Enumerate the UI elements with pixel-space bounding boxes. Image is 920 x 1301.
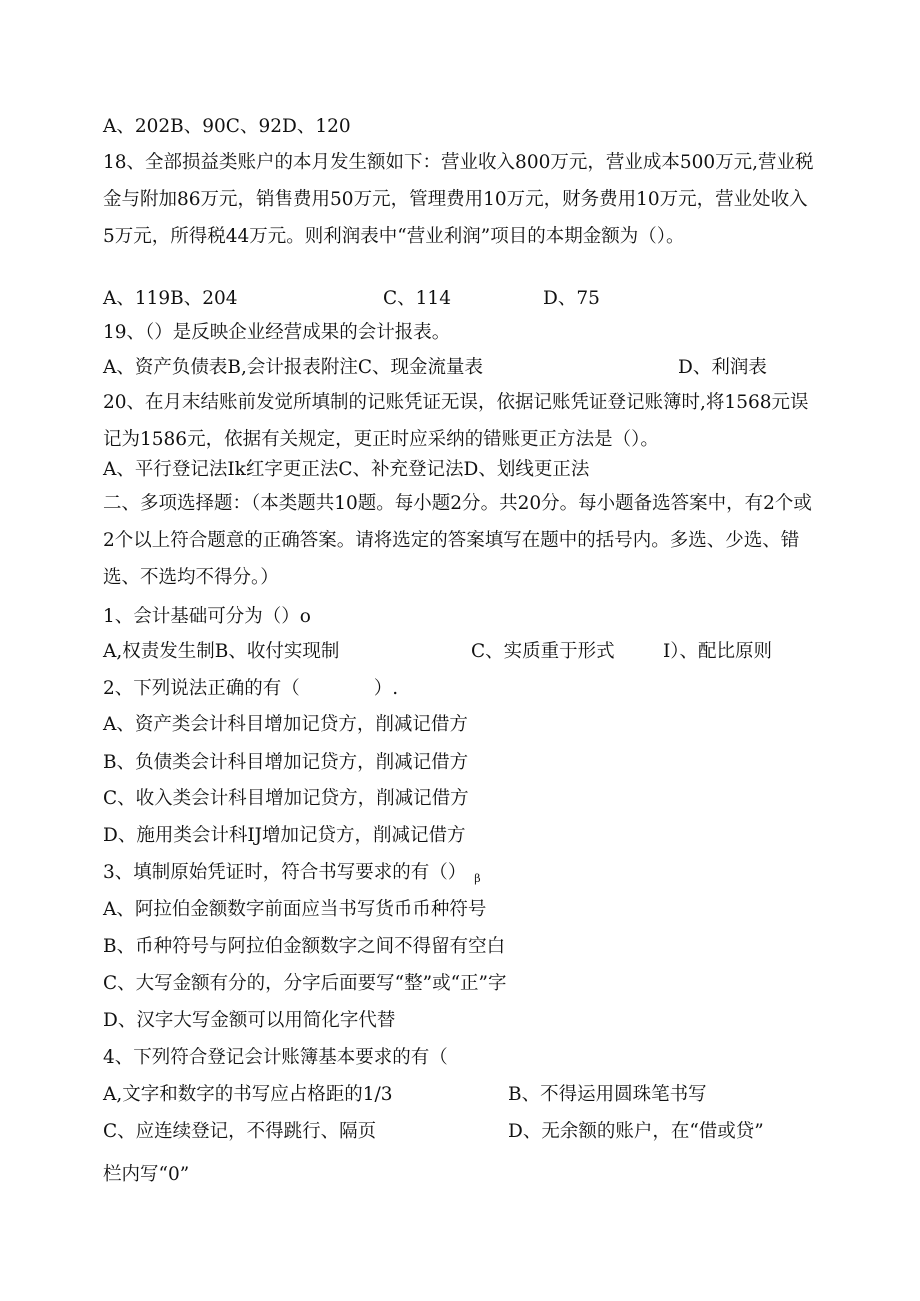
q19-option-d: D、利润表: [678, 357, 767, 378]
m2-option-d: D、施用类会计科IJ增加记贷方，削减记借方: [103, 825, 466, 846]
m3-text-line: [103, 861, 815, 891]
m4-option-d: D、无余额的账户，在“借或贷”: [508, 1121, 764, 1142]
m1-option-ab: A,权责发生制B、收付实现制: [103, 641, 340, 662]
section-2-intro: 二、多项选择题：（本类题共10题。每小题2分。共20分。每小题备选答案中，有2个或2个以上符合题意的正确答案。请将选定的答案填写在题中的括号内。多选、少选、错选、不选均不得分。）: [103, 493, 812, 588]
q18-options: [103, 287, 815, 311]
m3-option-c: C、大写金额有分的，分字后面要写“整”或“正”字: [103, 973, 507, 994]
q18-option-d: D、75: [543, 288, 600, 309]
q20-text: 20、在月末结账前发觉所填制的记账凭证无误，依据记账凭证登记账簿时,将1568元误记为1586元，依据有关规定，更正时应采纳的错账更正方法是（）。: [103, 392, 809, 450]
m4-options-ab: [103, 1083, 815, 1107]
q17-options: A、202B、90C、92D、120: [103, 116, 351, 137]
m4-option-c: C、应连续登记，不得跳行、隔页: [103, 1121, 377, 1142]
m4-options-cd: [103, 1120, 815, 1144]
m2-option-b: B、负债类会计科目增加记贷方，削减记借方: [103, 752, 469, 773]
m3-option-a: A、阿拉伯金额数字前面应当书写货币币种符号: [103, 899, 487, 920]
m3-mark: β: [474, 872, 481, 885]
m4-option-b: B、不得运用圆珠笔书写: [508, 1084, 707, 1105]
m2-option-a: A、资产类会计科目增加记贷方，削减记借方: [103, 714, 468, 735]
q18-text: 18、全部损益类账户的本月发生额如下：营业收入800万元，营业成本500万元,营业税金与附加86万元，销售费用50万元，管理费用10万元，财务费用10万元，营业处收入5万元，所得税44万元。则利润表中“营业利润”项目的本期金额为（）。: [103, 152, 814, 247]
q18-option-ab: A、119B、204: [103, 288, 238, 309]
m3-option-d: D、汉字大写金额可以用简化字代替: [103, 1010, 396, 1031]
m3-option-b: B、币种符号与阿拉伯金额数字之间不得留有空白: [103, 936, 506, 957]
m2-option-c: C、收入类会计科目增加记贷方，削减记借方: [103, 788, 469, 809]
m1-text: 1、会计基础可分为（）o: [103, 606, 311, 627]
m4-option-d-continued: 栏内写“0”: [103, 1164, 190, 1185]
m4-option-a: A,文字和数字的书写应占格距的1/3: [103, 1084, 393, 1105]
q18-option-c: C、114: [383, 288, 451, 309]
m2-text: 2、下列说法正确的有（ ）.: [103, 678, 399, 699]
q20-options: A、平行登记法Ik红字更正法C、补充登记法D、划线更正法: [103, 459, 590, 480]
q19-options: [103, 356, 815, 380]
m4-text: 4、下列符合登记会计账簿基本要求的有（: [103, 1047, 448, 1068]
q19-option-abc: A、资产负债表B,会计报表附注C、现金流量表: [103, 357, 483, 378]
q19-text: 19、（）是反映企业经营成果的会计报表。: [103, 322, 451, 343]
m3-text: 3、填制原始凭证时，符合书写要求的有（）: [103, 862, 467, 883]
m1-option-c: C、实质重于形式: [471, 641, 615, 662]
m1-options: [103, 640, 815, 664]
m1-option-d: I）、配比原则: [663, 641, 773, 662]
